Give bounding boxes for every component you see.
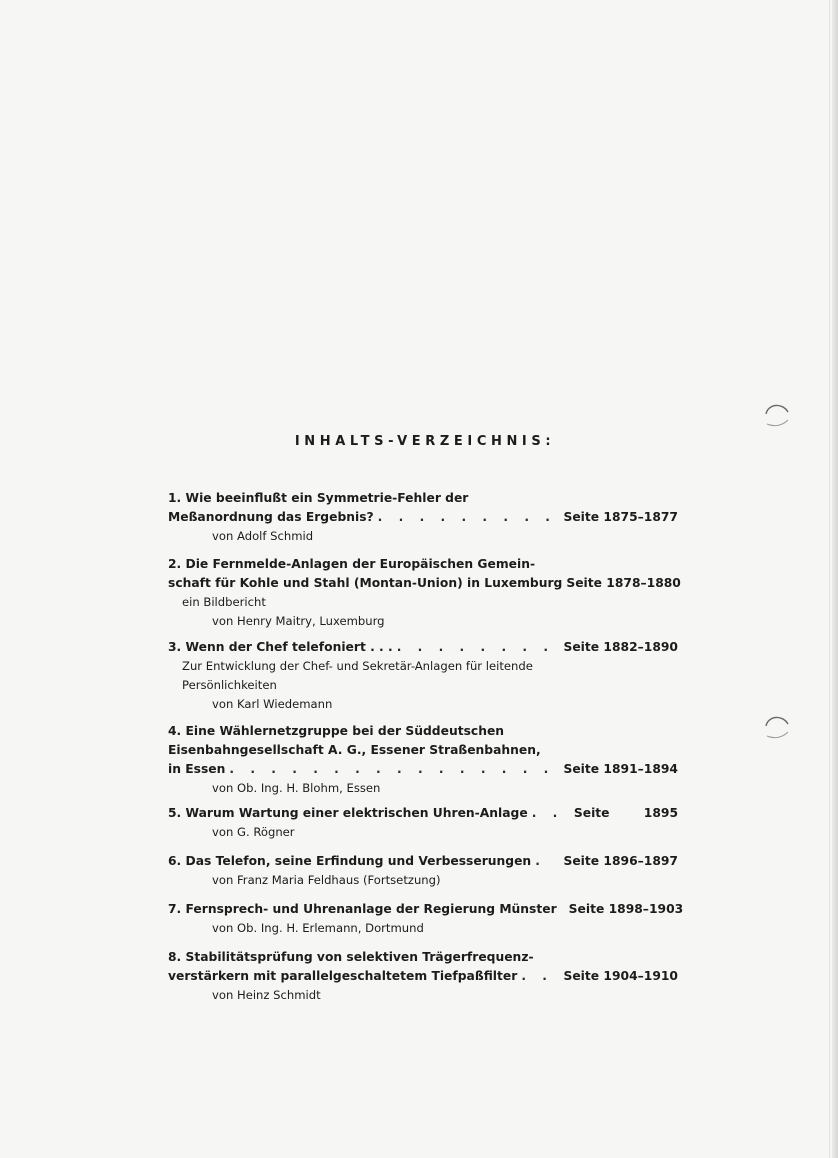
- toc-entry: [168, 900, 684, 938]
- entry-title: 4. Eine Wählernetzgruppe bei der Süddeutschen: [168, 724, 505, 738]
- toc-entry: [168, 852, 678, 890]
- leader-dots: [532, 804, 566, 823]
- entry-title: Meßanordnung das Ergebnis?: [168, 510, 374, 524]
- entry-author: von Heinz Schmidt: [212, 988, 321, 1002]
- entry-title: 6. Das Telefon, seine Erfindung und Verbesserungen: [168, 854, 532, 868]
- toc-entry: [168, 948, 678, 1005]
- leader-dots: [521, 967, 555, 986]
- entry-pages: Seite 1875–1877: [563, 510, 678, 524]
- toc-entry: [168, 638, 678, 714]
- entry-author: von Karl Wiedemann: [212, 697, 333, 711]
- entry-author: von Franz Maria Feldhaus (Fortsetzung): [212, 873, 441, 887]
- leader-dots: [535, 852, 555, 871]
- entry-title: verstärkern mit parallelgeschaltetem Tiefpaßfilter: [168, 969, 518, 983]
- entry-title: 8. Stabilitätsprüfung von selektiven Trägerfrequenz-: [168, 950, 534, 964]
- leader-dots: [397, 638, 556, 657]
- page-edge-shadow: [832, 0, 838, 1158]
- entry-pages: Seite 1891–1894: [563, 762, 678, 776]
- entry-title: 7. Fernsprech- und Uhrenanlage der Regierung Münster: [168, 902, 557, 916]
- entry-author: von Adolf Schmid: [212, 529, 314, 543]
- entry-author: von Henry Maitry, Luxemburg: [212, 614, 385, 628]
- entry-subtitle: Zur Entwicklung der Chef- und Sekretär-Anlagen für leitende: [182, 659, 533, 673]
- entry-pages: Seite 1882–1890: [563, 640, 678, 654]
- entry-title: 5. Warum Wartung einer elektrischen Uhren-Anlage: [168, 806, 528, 820]
- toc-entry: [168, 804, 678, 842]
- punch-hole-icon: [762, 400, 792, 430]
- entry-title: 1. Wie beeinflußt ein Symmetrie-Fehler der: [168, 491, 469, 505]
- toc-entry: [168, 555, 681, 631]
- entry-pages: Seite 1895: [573, 806, 678, 820]
- entry-title: 2. Die Fernmelde-Anlagen der Europäischen Gemein-: [168, 557, 536, 571]
- entry-title: schaft für Kohle und Stahl (Montan-Union) in Luxemburg: [168, 576, 563, 590]
- entry-pages: Seite 1878–1880: [566, 576, 681, 590]
- entry-author: von G. Rögner: [212, 825, 295, 839]
- entry-pages: Seite 1904–1910: [563, 969, 678, 983]
- leader-dots: [229, 760, 555, 779]
- toc-entry: [168, 722, 678, 798]
- entry-title: 3. Wenn der Chef telefoniert . . .: [168, 640, 393, 654]
- entry-title: in Essen: [168, 762, 226, 776]
- leader-dots: [378, 508, 556, 527]
- punch-hole-icon: [762, 712, 792, 742]
- entry-subtitle: ein Bildbericht: [182, 595, 266, 609]
- page-edge-line: [829, 0, 830, 1158]
- entry-title: Eisenbahngesellschaft A. G., Essener Straßenbahnen,: [168, 743, 541, 757]
- toc-entry: [168, 489, 678, 546]
- entry-subtitle: Persönlichkeiten: [182, 678, 277, 692]
- entry-pages: Seite 1898–1903: [568, 902, 684, 916]
- page-title: INHALTS-VERZEICHNIS:: [294, 434, 556, 449]
- entry-pages: Seite 1896–1897: [563, 854, 678, 868]
- entry-author: von Ob. Ing. H. Erlemann, Dortmund: [212, 921, 424, 935]
- entry-author: von Ob. Ing. H. Blohm, Essen: [212, 781, 381, 795]
